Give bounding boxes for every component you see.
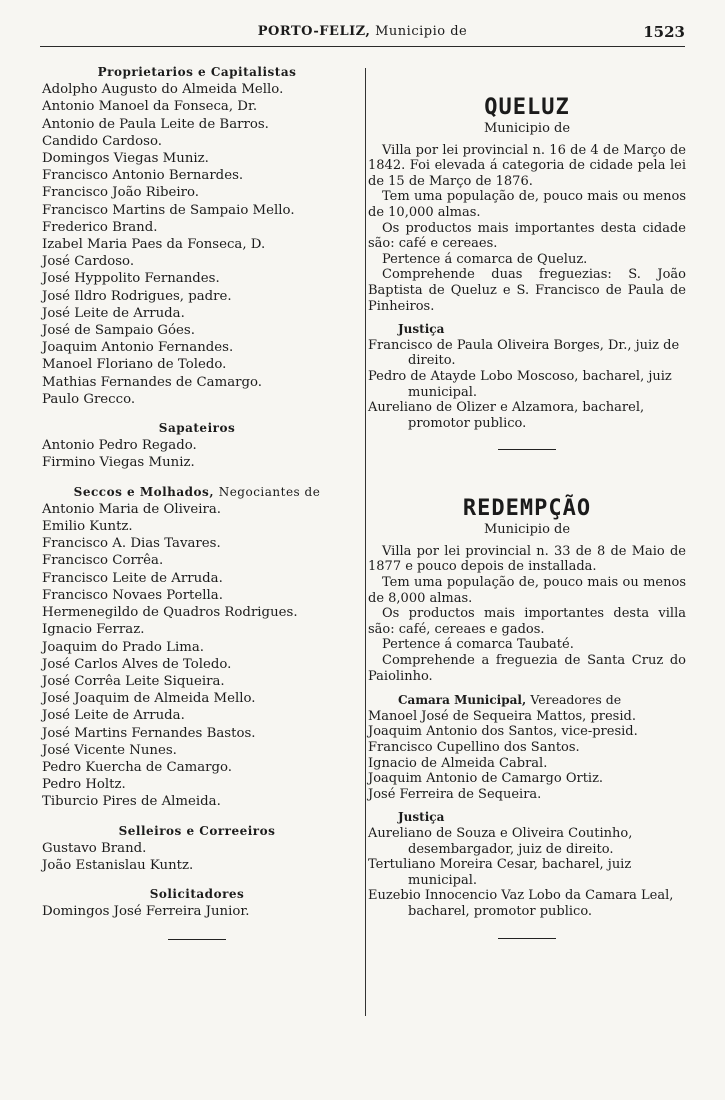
list-item: Antonio Maria de Oliveira. [42, 501, 222, 517]
running-head-place: PORTO-FELIZ, [257, 24, 371, 39]
list-item: Francisco Corrêa. [42, 553, 164, 569]
page-number: 1523 [643, 23, 685, 41]
list-item: Aureliano de Souza e Oliveira Coutinho, desembargador, juiz de direito. [368, 825, 633, 857]
list-item: José Cardoso. [42, 254, 135, 270]
town-subtitle-queluz: Municipio de [483, 121, 571, 136]
list-item: Mathias Fernandes de Camargo. [42, 374, 263, 390]
list-item: Paulo Grecco. [42, 391, 136, 407]
camara-heading-normal: Vereadores de [530, 692, 622, 708]
camara-list-redempcao [368, 709, 686, 803]
section-heading-selleiros: Selleiros e Correeiros [118, 823, 276, 838]
list-item: Antonio Manoel da Fonseca, Dr. [42, 99, 258, 115]
list-item: Francisco Novaes Portella. [42, 587, 223, 603]
list-seccos [42, 501, 352, 811]
list-item: Joaquim Antonio de Camargo Ortiz. [368, 771, 604, 787]
list-sapateiros [42, 437, 352, 471]
list-item: José Ildro Rodrigues, padre. [42, 288, 232, 304]
town-title-redempcao: REDEMPÇÃO [462, 496, 592, 522]
list-item: José Carlos Alves de Toledo. [42, 656, 232, 672]
right-column [368, 95, 686, 939]
list-item: José de Sampaio Góes. [42, 323, 195, 339]
list-item: Manoel José de Sequeira Mattos, presid. [368, 708, 636, 724]
list-item: Francisco de Paula Oliveira Borges, Dr., juiz de direito. [368, 337, 680, 369]
list-item: Adolpho Augusto do Almeida Mello. [42, 82, 284, 98]
justica-list-queluz [368, 338, 686, 432]
list-item: José Vicente Nunes. [42, 742, 177, 758]
list-item: Ignacio de Almeida Cabral. [368, 755, 548, 771]
paragraphs-queluz [368, 143, 686, 315]
list-item: Manoel Floriano de Toledo. [42, 357, 227, 373]
list-item: Domingos Viegas Muniz. [42, 151, 209, 167]
list-item: José Joaquim de Almeida Mello. [42, 691, 256, 707]
list-item: José Martins Fernandes Bastos. [42, 725, 256, 741]
justica-heading-redempcao: Justiça [398, 810, 445, 825]
list-item: Tem uma população de, pouco mais ou menos de 10,000 almas. [368, 189, 686, 220]
list-item: Francisco Martins de Sampaio Mello. [42, 202, 295, 218]
list-item: Izabel Maria Paes da Fonseca, D. [42, 237, 266, 253]
list-item: Francisco Leite de Arruda. [42, 570, 223, 586]
list-item: Joaquim Antonio Fernandes. [42, 340, 234, 356]
list-item: Gustavo Brand. [42, 840, 147, 856]
camara-heading-redempcao [368, 692, 686, 709]
list-item: Pertence á comarca Taubaté. [382, 637, 574, 653]
section-heading-seccos [42, 484, 352, 501]
camara-heading-bold: Camara Municipal, [398, 693, 527, 708]
running-head [40, 24, 685, 39]
list-item: Tem uma população de, pouco mais ou menos de 8,000 almas. [368, 575, 686, 606]
left-column [42, 64, 352, 940]
list-item: Joaquim Antonio dos Santos, vice-presid. [368, 724, 638, 740]
list-item: Euzebio Innocencio Vaz Lobo da Camara Leal, bacharel, promotor publico. [368, 888, 674, 919]
list-item: Hermenegildo de Quadros Rodrigues. [42, 605, 298, 621]
list-item: Antonio de Paula Leite de Barros. [42, 116, 269, 132]
list-item: Francisco Antonio Bernardes. [42, 168, 244, 184]
list-selleiros [42, 840, 352, 874]
list-item: Comprehende a freguezia de Santa Cruz do Paiolinho. [368, 653, 686, 684]
end-rule [498, 938, 556, 939]
justica-heading-queluz: Justiça [398, 322, 445, 337]
list-item: Emilio Kuntz. [42, 519, 133, 535]
list-item: Francisco A. Dias Tavares. [42, 536, 221, 552]
list-item: Francisco João Ribeiro. [42, 185, 200, 201]
list-item: João Estanislau Kuntz. [42, 857, 194, 873]
list-item: José Leite de Arruda. [42, 305, 185, 321]
list-item: Pedro de Atayde Lobo Moscoso, bacharel, juiz municipal. [368, 368, 672, 400]
section-heading-seccos-normal: Negociantes de [218, 484, 321, 499]
list-item: Candido Cardoso. [42, 133, 162, 149]
list-item: Francisco Cupellino dos Santos. [368, 740, 580, 755]
list-item: José Corrêa Leite Siqueira. [42, 673, 225, 689]
section-heading-proprietarios: Proprietarios e Capitalistas [97, 65, 297, 79]
section-heading-sapateiros: Sapateiros [158, 421, 236, 436]
list-item: José Ferreira de Sequeira. [368, 786, 542, 802]
town-subtitle-redempcao: Municipio de [483, 522, 571, 538]
list-solicitadores [42, 903, 352, 920]
list-item: Pedro Holtz. [42, 777, 126, 793]
justica-list-redempcao [368, 826, 686, 920]
list-item: Ignacio Ferraz. [42, 622, 145, 638]
list-item: Pedro Kuercha de Camargo. [42, 759, 233, 775]
list-item: Domingos José Ferreira Junior. [42, 904, 250, 920]
list-item: Firmino Viegas Muniz. [42, 455, 195, 471]
list-item: Os productos mais importantes desta villa são: café, cereaes e gados. [368, 606, 686, 637]
paragraphs-redempcao [368, 544, 686, 684]
column-divider [365, 68, 366, 1016]
list-item: José Hyppolito Fernandes. [42, 271, 220, 287]
list-item: Villa por lei provincial n. 16 de 4 de Março de 1842. Foi elevada á categoria de cidade pela lei de 15 de Março de 1876. [368, 142, 686, 189]
end-rule [168, 939, 226, 940]
section-heading-solicitadores: Solicitadores [149, 887, 245, 902]
section-heading-seccos-bold: Seccos e Molhados, [73, 484, 214, 499]
list-item: Os productos mais importantes desta cidade são: café e cereaes. [368, 220, 686, 252]
running-head-rest: Municipio de [375, 24, 468, 39]
list-item: Pertence á comarca de Queluz. [382, 251, 588, 267]
list-item: Antonio Pedro Regado. [42, 438, 197, 454]
list-item: José Leite de Arruda. [42, 708, 185, 724]
list-item: Tiburcio Pires de Almeida. [42, 794, 221, 810]
list-item: Aureliano de Olizer e Alzamora, bacharel, promotor publico. [368, 400, 645, 431]
list-item: Comprehende duas freguezias: S. João Baptista de Queluz e S. Francisco de Paula de Pinheiros. [368, 267, 686, 314]
list-item: Villa por lei provincial n. 33 de 8 de Maio de 1877 e pouco depois de installada. [368, 543, 686, 575]
list-item: Tertuliano Moreira Cesar, bacharel, juiz municipal. [368, 857, 632, 888]
running-header [40, 22, 685, 47]
list-proprietarios [42, 81, 352, 408]
list-item: Frederico Brand. [42, 219, 158, 235]
town-title-queluz: QUELUZ [484, 95, 570, 120]
list-item: Joaquim do Prado Lima. [42, 639, 204, 655]
